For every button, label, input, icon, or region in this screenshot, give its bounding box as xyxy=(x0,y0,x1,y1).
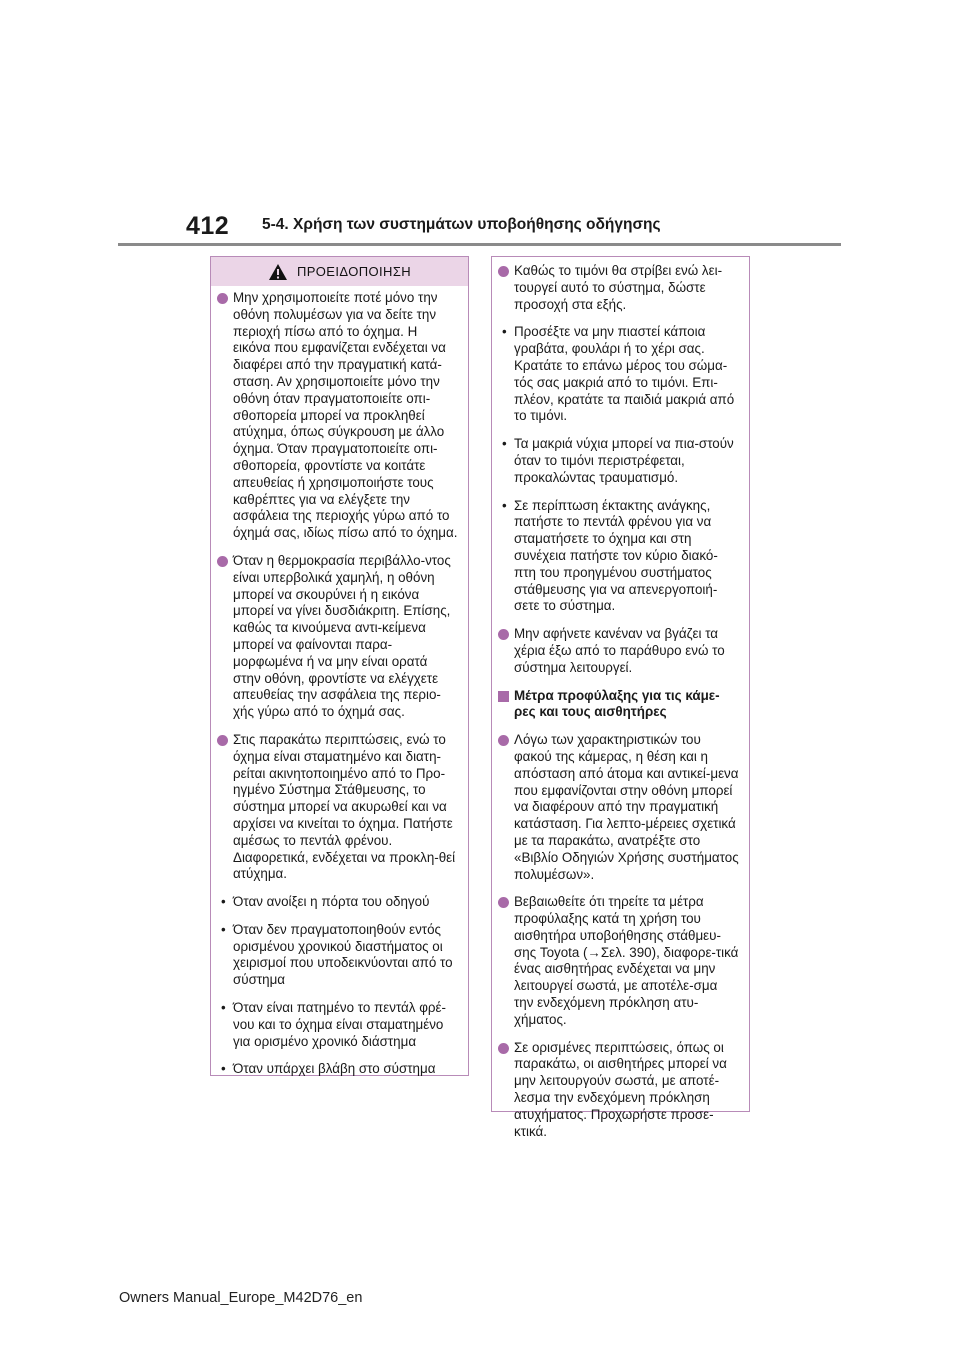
bullet-dot-icon xyxy=(217,735,228,746)
bullet-item xyxy=(217,553,458,721)
bullet-dot-icon xyxy=(498,735,509,746)
sub-bullet-icon: • xyxy=(221,894,226,910)
subsection-heading xyxy=(498,688,739,722)
sub-bullet-icon: • xyxy=(221,1061,226,1077)
sub-bullet-text: Όταν ανοίξει η πόρτα του οδηγού xyxy=(233,894,430,910)
bullet-text: Καθώς το τιμόνι θα στρίβει ενώ λει-τουργεί αυτό το σύστημα, δώστε προσοχή στα εξής. xyxy=(514,263,723,312)
sub-bullet-item xyxy=(498,498,739,616)
bullet-text: Σε ορισμένες περιπτώσεις, όπως οι παρακάτω, οι αισθητήρες μπορεί να μην λειτουργούν σωστά, με αποτέ-λεσμα την ενδεχόμενη πρόκληση ατυχήματος. Προχωρήστε προσε-κτικά. xyxy=(514,1039,727,1139)
sub-bullet-item xyxy=(498,324,739,425)
sub-bullet-item xyxy=(498,436,739,486)
bullet-dot-icon xyxy=(498,266,509,277)
sub-bullet-text: Όταν δεν πραγματοποιηθούν εντός ορισμένου χρονικού διαστήματος οι χειρισμοί που υποδεικνύονται από το σύστημα xyxy=(233,921,453,988)
sub-bullet-icon: • xyxy=(502,497,507,513)
bullet-text: Μην χρησιμοποιείτε ποτέ μόνο την οθόνη πολυμέσων για να δείτε την περιοχή πίσω από το όχημα. Η εικόνα που εμφανίζεται ενδέχεται να διαφέρει από την πραγματική κατά-σταση. Αν χρησιμοποιείτε μόνο την οθόνη όταν πραγματοποιείτε οπι-σθοπορεία μπορεί να προκληθεί ατύχημα, όπως σύγκρουση με άλλο όχημα. Όταν πραγματοποιείτε οπι-σθοπορεία, φροντίστε να κοιτάτε απευθείας ή χρησιμοποιήστε τους καθρέπτες για να ελέγξετε την ασφάλεια της περιοχής γύρω από το όχημά σας, ιδίως πίσω από το όχημα. xyxy=(233,290,458,541)
sub-bullet-item xyxy=(217,922,458,989)
heading-text: Μέτρα προφύλαξης για τις κάμε-ρες και τους αισθητήρες xyxy=(514,687,720,720)
sub-bullet-text: Όταν υπάρχει βλάβη στο σύστημα xyxy=(233,1061,436,1077)
page-number: 412 xyxy=(186,212,230,240)
bullet-dot-icon xyxy=(498,629,509,640)
warning-right-content xyxy=(492,257,749,1140)
bullet-item xyxy=(498,732,739,883)
sub-bullet-item xyxy=(217,1061,458,1078)
bullet-dot-icon xyxy=(498,1043,509,1054)
bullet-text: Όταν η θερμοκρασία περιβάλλο-ντος είναι υπερβολικά χαμηλή, η οθόνη μπορεί να σκουρύνει ή η εικόνα μπορεί να γίνει δυσδιάκριτη. Επίσης, καθώς τα κινούμενα αντι-κείμενα μπορεί να φαίνονται παρα-μορφωμένα ή να μην είναι ορατά στην οθόνη, φροντίστε να ελέγχετε απευθείας την ασφάλεια της περιο-χής γύρω από το όχημά σας. xyxy=(233,552,451,720)
header-rule xyxy=(118,243,841,246)
bullet-text: Λόγω των χαρακτηριστικών του φακού της κάμερας, η θέση και η απόσταση από άτομα και αντικεί-μενα που εμφανίζονται στην οθόνη μπορεί να διαφέρουν από την πραγματική κατάσταση. Για λεπτο-μέρειες σχετικά με τα παρακάτω, ανατρέξτε στο «Βιβλίο Οδηγιών Χρήσης συστήματος πολυμέσων». xyxy=(514,732,739,882)
sub-bullet-text: Όταν είναι πατημένο το πεντάλ φρέ-νου και το όχημα είναι σταματημένο για ορισμένο χρονικό διάστημα xyxy=(233,1000,446,1049)
bullet-item xyxy=(217,290,458,542)
warning-triangle-icon xyxy=(268,263,288,281)
warning-header xyxy=(211,257,468,286)
sub-bullet-icon: • xyxy=(221,921,226,937)
bullet-text: Μην αφήνετε κανέναν να βγάζει τα χέρια έξω από το παράθυρο ενώ το σύστημα λειτουργεί. xyxy=(514,626,725,675)
bullet-text: Στις παρακάτω περιπτώσεις, ενώ το όχημα είναι σταματημένο και διατη-ρείται ακινητοποιημένο από το Προ-ηγμένο Σύστημα Στάθμευσης, το σύστημα μπορεί να ακυρωθεί και να αρχίσει να κινείται το όχημα. Πατήστε αμέσως το πεντάλ φρένου. Διαφορετικά, ενδέχεται να προκλη-θεί ατύχημα. xyxy=(233,731,456,882)
section-title: 5-4. Χρήση των συστημάτων υποβοήθησης οδήγησης xyxy=(262,216,661,233)
warning-left-content xyxy=(211,286,468,1078)
bullet-item xyxy=(498,263,739,313)
sub-bullet-item xyxy=(217,1000,458,1050)
warning-box-continued xyxy=(491,256,750,1139)
sub-bullet-icon: • xyxy=(221,1000,226,1016)
heading-square-icon xyxy=(498,691,509,702)
warning-box xyxy=(210,256,469,1076)
sub-bullet-item xyxy=(217,894,458,911)
footer-manual-id: Owners Manual_Europe_M42D76_en xyxy=(119,1290,363,1306)
bullet-item xyxy=(498,1040,739,1141)
bullet-item xyxy=(217,732,458,883)
sub-bullet-icon: • xyxy=(502,324,507,340)
sub-bullet-icon: • xyxy=(502,436,507,452)
bullet-item xyxy=(498,894,739,1028)
bullet-dot-icon xyxy=(217,293,228,304)
bullet-item xyxy=(498,626,739,676)
bullet-dot-icon xyxy=(217,556,228,567)
sub-bullet-text: Προσέξτε να μην πιαστεί κάποια γραβάτα, φουλάρι ή το χέρι σας. Κρατάτε το επάνω μέρος του σώμα-τός σας μακριά από το τιμόνι. Επι-πλέον, κρατάτε τα παιδιά μακριά από το τιμόνι. xyxy=(514,324,735,424)
bullet-text: Βεβαιωθείτε ότι τηρείτε τα μέτρα προφύλαξης κατά τη χρήση του αισθητήρα υποβοήθησης στάθμευ-σης Toyota (→Σελ. 390), διαφορε-τικά ένας αισθητήρας ενδέχεται να μην λειτουργεί σωστά, με αποτέλε-σμα την ενδεχόμενη πρόκληση ατυ-χήματος. xyxy=(514,894,739,1027)
warning-title: ΠΡΟΕΙΔΟΠΟΙΗΣΗ xyxy=(296,264,412,279)
sub-bullet-text: Τα μακριά νύχια μπορεί να πια-στούν όταν το τιμόνι περιστρέφεται, προκαλώντας τραυματισμό. xyxy=(514,436,734,485)
sub-bullet-text: Σε περίπτωση έκτακτης ανάγκης, πατήστε το πεντάλ φρένου για να σταματήσετε το όχημα και στη συνέχεια πατήστε τον κύριο διακό-πτη του προηγμένου συστήματος στάθμευσης για να απενεργοποιή-σετε το σύστημα. xyxy=(514,497,718,614)
bullet-dot-icon xyxy=(498,897,509,908)
